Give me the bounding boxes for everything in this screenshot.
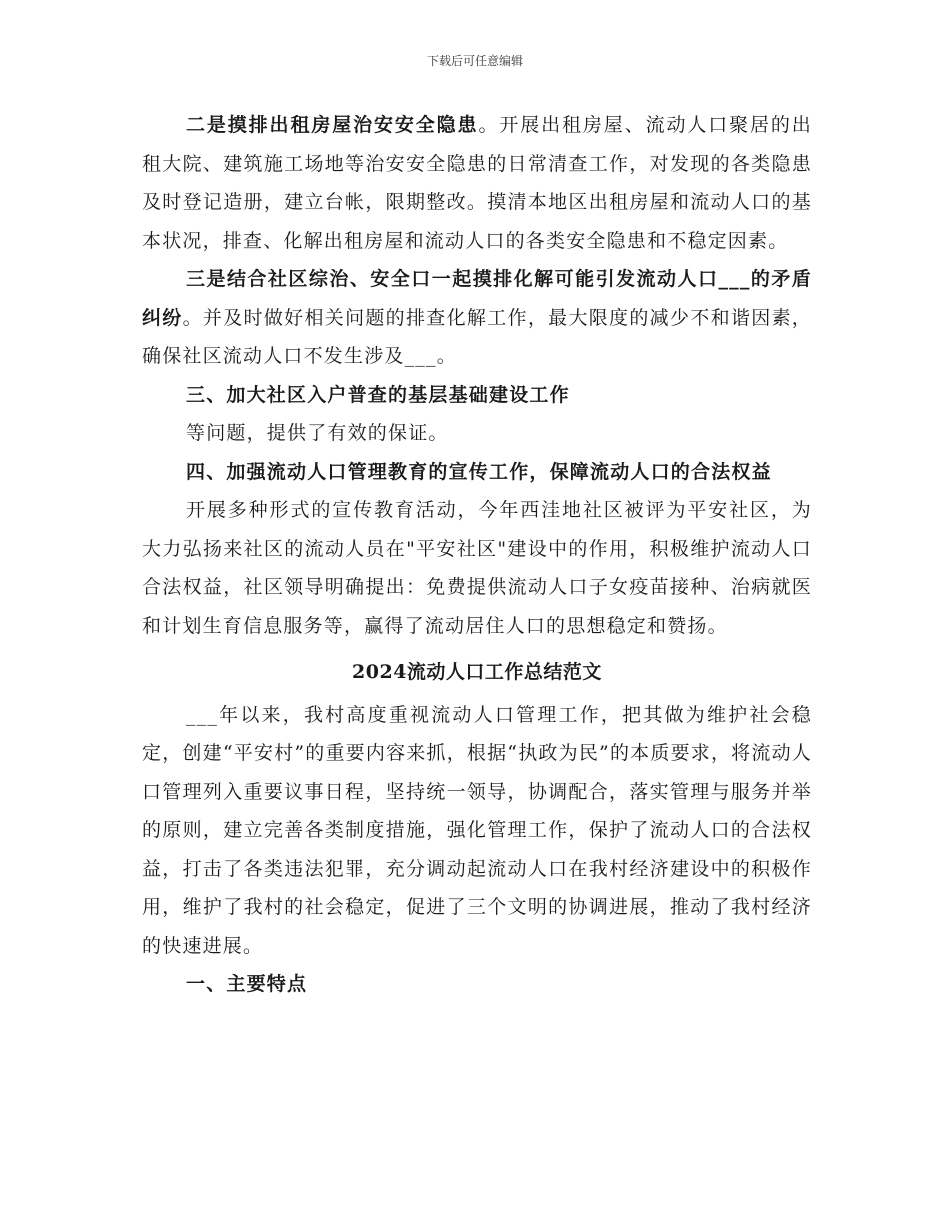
- paragraph-introduction: ___年以来，我村高度重视流动人口管理工作，把其做为维护社会稳定，创建“平安村”的重要内容来抓，根据“执政为民”的本质要求，将流动人口管理列入重要议事日程，坚持统一领导，协调配合，落实管理与服务并举的原则，建立完善各类制度措施，强化管理工作，保护了流动人口的合法权益，打击了各类违法犯罪，充分调动起流动人口在我村经济建设中的积极作用，维护了我村的社会稳定，促进了三个文明的协调进展，推动了我村经济的快速进展。: [142, 703, 812, 957]
- paragraph-publicity: 开展多种形式的宣传教育活动，今年西洼地社区被评为平安社区，为大力弘扬来社区的流动人员在"平安社区"建设中的作用，积极维护流动人口合法权益，社区领导明确提出：免费提供流动人口子女疫苗接种、治病就医和计划生育信息服务等，赢得了流动居住人口的思想稳定和赞扬。: [142, 499, 812, 637]
- paragraph-body-text: 。并及时做好相关问题的排查化解工作，最大限度的减少不和谐因素，确保社区流动人口不发生涉及___。: [142, 306, 813, 367]
- paragraph-lead-bold: 三是结合社区综治、安全口一起摸排化解可能引发流动人口___的矛盾纠纷: [142, 268, 812, 329]
- paragraph-problems-line: 等问题，提供了有效的保证。: [186, 422, 449, 444]
- section-heading-three: 三、加大社区入户普查的基层基础建设工作: [186, 383, 570, 406]
- paragraph-dispute-resolution: [142, 260, 812, 376]
- document-title: 2024流动人口工作总结范文: [352, 661, 602, 683]
- paragraph-rental-hazards: [142, 106, 812, 260]
- paragraph-body-text: 。开展出租房屋、流动人口聚居的出租大院、建筑施工场地等治安安全隐患的日常清查工作，对发现的各类隐患及时登记造册，建立台帐，限期整改。摸清本地区出租房屋和流动人口的基本状况，排查、化解出租房屋和流动人口的各类安全隐患和不稳定因素。: [142, 114, 812, 252]
- section-heading-four: 四、加强流动人口管理教育的宣传工作，保障流动人口的合法权益: [186, 460, 772, 483]
- document-body: [142, 106, 812, 1004]
- paragraph-lead-bold: 二是摸排出租房屋治安安全隐患: [186, 114, 479, 136]
- section-heading-one: 一、主要特点: [186, 973, 308, 995]
- page-header-note: 下载后可任意编辑: [426, 54, 523, 68]
